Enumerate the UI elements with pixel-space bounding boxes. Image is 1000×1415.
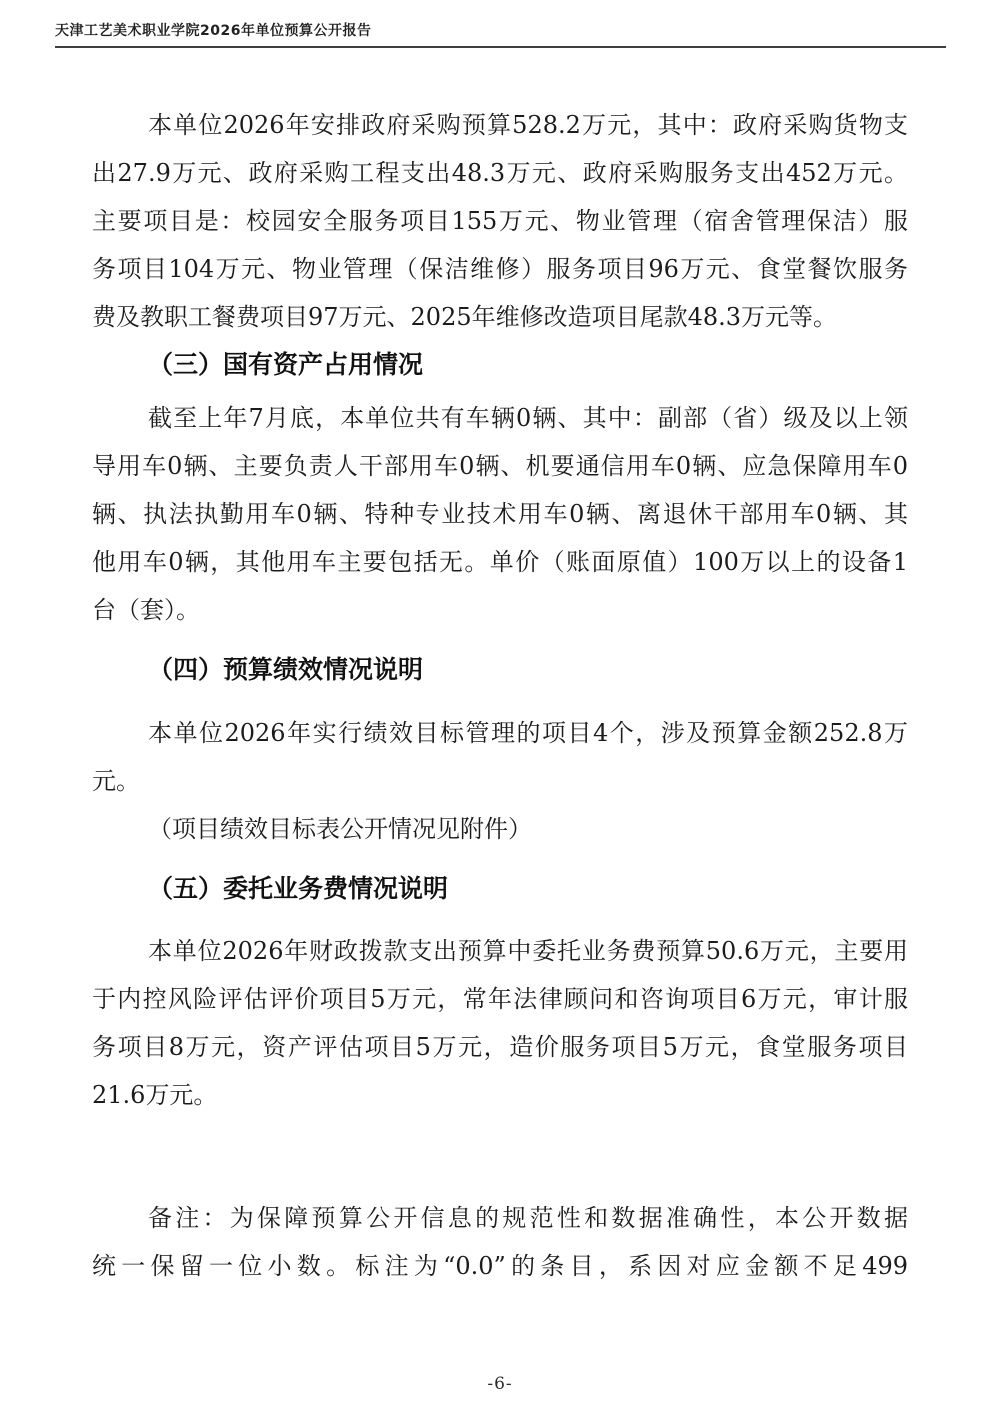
text-line: 他用车0辆，其他用车主要包括无。单价（账面原值）100万以上的设备1 [92,548,908,576]
text-line: 21.6万元。 [92,1081,218,1109]
paragraph-remark [92,1194,908,1290]
paragraph-attachment-note [92,805,908,853]
text-line: （项目绩效目标表公开情况见附件） [148,815,532,843]
document-content [92,101,908,1290]
running-header-title: 天津工艺美术职业学院2026年单位预算公开报告 [55,23,372,39]
text-line: 出27.9万元、政府采购工程支出48.3万元、政府采购服务支出452万元。 [92,159,908,187]
paragraph-gov-procurement [92,101,908,341]
paragraph-state-assets [92,394,908,634]
running-header [55,20,946,48]
text-line: 本单位2026年实行绩效目标管理的项目4个，涉及预算金额252.8万 [148,719,908,747]
text-line: 费及教职工餐费项目97万元、2025年维修改造项目尾款48.3万元等。 [92,303,838,331]
text-line: 务项目104万元、物业管理（保洁维修）服务项目96万元、食堂餐饮服务 [92,255,908,283]
section-heading-entrusted-services: （五）委托业务费情况说明 [148,874,449,903]
text-line: 导用车0辆、主要负责人干部用车0辆、机要通信用车0辆、应急保障用车0 [92,452,908,480]
text-line: 本单位2026年安排政府采购预算528.2万元，其中：政府采购货物支 [148,111,908,139]
paragraph-budget-performance [92,709,908,805]
text-line: 务项目8万元，资产评估项目5万元，造价服务项目5万元，食堂服务项目 [92,1033,908,1061]
text-line: 本单位2026年财政拨款支出预算中委托业务费预算50.6万元，主要用 [148,937,908,965]
text-line: 截至上年7月底，本单位共有车辆0辆、其中：副部（省）级及以上领 [148,404,908,432]
page-number: -6- [487,1374,513,1394]
section-heading-budget-performance: （四）预算绩效情况说明 [148,655,424,684]
page-footer [0,1374,1000,1394]
text-line: 备注：为保障预算公开信息的规范性和数据准确性，本公开数据 [148,1204,908,1232]
section-heading-state-assets: （三）国有资产占用情况 [148,350,424,379]
text-line: 元。 [92,767,140,795]
text-line: 主要项目是：校园安全服务项目155万元、物业管理（宿舍管理保洁）服 [92,207,908,235]
paragraph-entrusted-services [92,927,908,1119]
text-line: 统一保留一位小数。标注为“0.0”的条目，系因对应金额不足499 [92,1252,908,1280]
text-line: 于内控风险评估评价项目5万元，常年法律顾问和咨询项目6万元，审计服 [92,985,908,1013]
text-line: 辆、执法执勤用车0辆、特种专业技术用车0辆、离退休干部用车0辆、其 [92,500,908,528]
text-line: 台（套）。 [92,596,200,624]
